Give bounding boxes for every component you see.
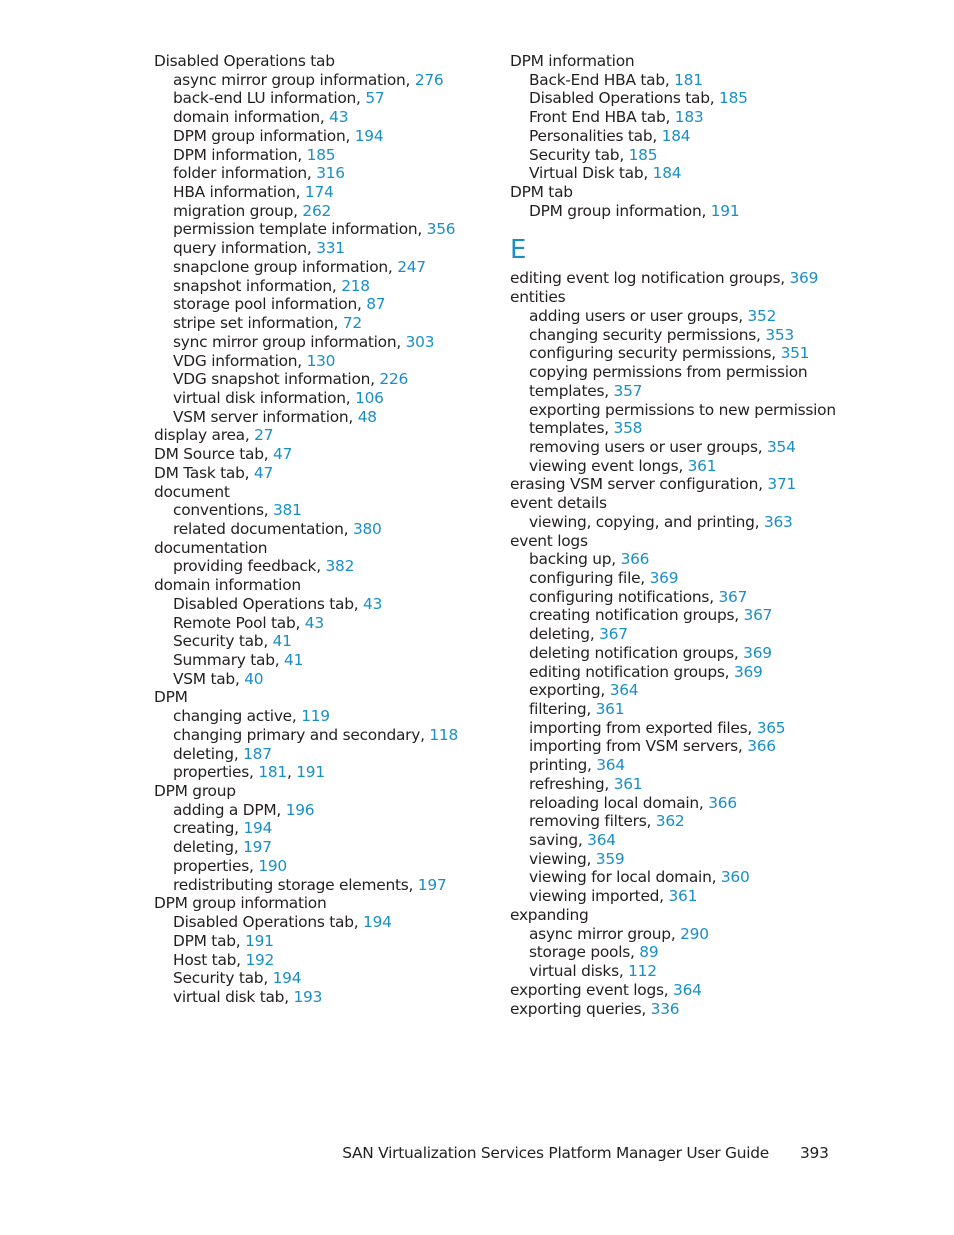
index-term: domain information [154,576,301,595]
index-subentry [510,756,840,775]
page-reference-link[interactable]: 276 [414,70,444,89]
index-subentry [154,389,484,408]
page-reference-link[interactable]: 351 [780,344,810,363]
page-reference-link[interactable]: 361 [613,774,643,793]
index-term: DM Source tab, [154,445,274,464]
index-term: storage pool information, [173,295,367,314]
index-subentry [154,127,484,146]
page-reference-link[interactable]: 106 [355,388,384,407]
page-reference-link[interactable]: 194 [363,913,392,932]
index-subentry [154,876,484,895]
index-subentry [510,146,840,165]
index-term: entities [510,288,566,307]
index-subentry [154,557,484,576]
index-term: DPM [154,688,188,707]
page-reference-link[interactable]: 316 [316,164,345,183]
index-term: Disabled Operations tab [154,52,335,70]
index-subentry [510,401,840,420]
index-subentry [154,632,484,651]
page-reference-link[interactable]: 196 [285,800,315,819]
index-subentry [510,457,840,476]
page-reference-link[interactable]: 262 [302,201,332,220]
index-term: DPM tab [510,183,573,202]
index-term: Personalities tab, [529,126,662,145]
index-term: reloading local domain, [529,793,709,812]
index-subentry [510,344,840,363]
index-subentry [154,239,484,258]
index-subentry [510,868,840,887]
index-term: Summary tab, [173,651,285,669]
index-subentry [510,943,840,962]
page-reference-link[interactable]: 40 [244,669,264,688]
index-subentry [510,681,840,700]
index-term: configuring security permissions, [529,344,781,363]
index-term: snapclone group information, [173,257,398,276]
index-term: importing from exported files, [529,718,757,737]
page-reference-link[interactable]: 369 [733,662,763,681]
index-subentry [154,352,484,371]
index-term: virtual disk information, [173,388,356,407]
page-reference-link[interactable]: 366 [747,737,776,756]
page-reference-link[interactable]: 371 [767,475,797,494]
index-subentry [510,326,840,345]
index-term: saving, [529,831,588,850]
index-subentry [510,307,840,326]
index-term: viewing for local domain, [529,868,721,887]
index-term: viewing, copying, and printing, [529,512,764,531]
index-term: event details [510,494,607,513]
index-term: sync mirror group information, [173,332,406,351]
page-reference-link[interactable]: 366 [620,550,650,569]
index-entry [510,475,840,494]
index-subentry [510,625,840,644]
index-entry [154,576,484,595]
index-subentry [510,831,840,850]
page-reference-link[interactable]: 184 [661,126,691,145]
page-reference-link[interactable]: 369 [789,269,819,288]
page-reference-link[interactable]: 174 [304,183,334,202]
page-reference-link[interactable]: 57 [365,89,385,108]
index-term: editing notification groups, [529,662,734,681]
index-entry [510,906,840,925]
index-term: Disabled Operations tab, [173,913,364,932]
page-reference-link[interactable]: 381 [273,501,302,520]
index-subentry [510,644,840,663]
index-term: deleting, [173,744,244,763]
index-term: DM Task tab, [154,463,254,482]
index-column-right [510,52,840,1018]
page-footer [0,1142,954,1164]
page-reference-link[interactable]: 363 [763,512,793,531]
index-term: changing active, [173,707,302,726]
page-reference-link[interactable]: 364 [596,756,625,775]
index-subentry [154,501,484,520]
section-letter-heading: E [510,235,527,266]
page-reference-link[interactable]: 352 [747,306,777,325]
index-subentry [510,775,840,794]
index-subentry [154,614,484,633]
page-reference-link[interactable]: 43 [304,613,324,632]
page-reference-link[interactable]: 181 [258,763,287,782]
index-term: Security tab, [173,632,273,651]
index-term: migration group, [173,201,303,220]
index-subentry [154,333,484,352]
index-subentry [154,595,484,614]
page-reference-link[interactable]: 87 [366,295,386,314]
page-reference-link[interactable]: 382 [325,557,355,576]
index-group-e [510,269,840,1018]
page-reference-link[interactable]: 41 [272,632,292,651]
index-subentry [154,89,484,108]
index-subentry [510,419,840,438]
index-term: DPM group information, [173,126,355,145]
index-term: DPM group information, [529,201,711,220]
index-subentry [154,202,484,221]
index-subentry [510,962,840,981]
index-subentry [154,969,484,988]
index-term: copying permissions from permission [529,363,808,382]
index-term: templates, [529,419,614,438]
index-term: Disabled Operations tab, [529,89,720,108]
index-subentry [510,794,840,813]
index-subentry [154,258,484,277]
index-entry [510,288,840,307]
index-term: properties, [173,763,259,782]
index-subentry [510,887,840,906]
index-subentry [510,513,840,532]
page-reference-link[interactable]: 194 [354,126,384,145]
index-term: exporting queries, [510,999,651,1018]
page-reference-link[interactable]: 359 [595,849,625,868]
index-subentry [154,932,484,951]
index-entry [154,688,484,707]
index-term: DPM group [154,782,236,801]
index-term: Security tab, [529,145,629,164]
index-term: folder information, [173,164,317,183]
index-term: DPM group information [154,894,327,913]
page-reference-link[interactable]: 367 [718,587,748,606]
page-reference-link[interactable]: 47 [253,463,273,482]
page-reference-link[interactable]: 190 [258,856,287,875]
index-term: editing event log notification groups, [510,269,790,288]
index-term: query information, [173,239,317,258]
index-subentry [510,127,840,146]
index-subentry [510,569,840,588]
index-term: changing security permissions, [529,325,766,344]
index-term: exporting, [529,681,610,700]
index-subentry [510,438,840,457]
index-column-left [154,52,484,1007]
index-subentry [154,108,484,127]
index-entry [510,532,840,551]
index-term: Virtual Disk tab, [529,164,653,183]
page-reference-link[interactable]: 365 [756,718,786,737]
index-entry [510,981,840,1000]
index-entry [154,426,484,445]
index-entry [510,52,840,71]
index-entry [154,539,484,558]
index-subentry [154,183,484,202]
page-reference-link[interactable]: 118 [429,725,459,744]
index-entry [510,183,840,202]
index-term: virtual disks, [529,962,629,981]
index-entry [154,52,484,71]
page-reference-link[interactable]: 380 [352,519,382,538]
index-subentry [154,988,484,1007]
index-subentry [154,670,484,689]
index-subentry [154,408,484,427]
index-term: templates, [529,381,614,400]
index-term: erasing VSM server configuration, [510,475,768,494]
index-subentry [510,382,840,401]
index-term: storage pools, [529,943,640,962]
index-term: properties, [173,856,259,875]
page-reference-link[interactable]: 367 [599,625,628,644]
page-reference-link[interactable]: 361 [668,887,698,906]
page-reference-link[interactable]: 353 [765,325,794,344]
index-term: display area, [154,426,255,445]
page-reference-link[interactable]: 72 [342,314,362,333]
index-term: DPM tab, [173,931,246,950]
index-term: Remote Pool tab, [173,613,305,632]
page-reference-link[interactable]: 185 [306,145,336,164]
page-reference-link[interactable]: 303 [405,332,435,351]
index-subentry [510,737,840,756]
index-term: exporting event logs, [510,980,674,999]
page-reference-link[interactable]: 183 [674,108,704,127]
index-term: related documentation, [173,519,353,538]
index-subentry [510,588,840,607]
page-reference-link[interactable]: 357 [613,381,643,400]
index-term: HBA information, [173,183,305,202]
index-subentry [154,164,484,183]
page-reference-link[interactable]: 366 [708,793,737,812]
page-reference-link[interactable]: 367 [743,606,773,625]
index-subentry [510,812,840,831]
page-reference-link[interactable]: 184 [652,164,682,183]
page-reference-link[interactable]: 192 [245,950,275,969]
page-reference-link[interactable]: 119 [301,707,330,726]
index-subentry [154,295,484,314]
page-reference-link[interactable]: 130 [306,351,336,370]
index-subentry [510,164,840,183]
page-reference-link[interactable]: 369 [649,568,679,587]
page-reference-link[interactable]: 364 [587,831,616,850]
index-term: deleting, [529,625,600,644]
page-reference-link[interactable]: 185 [719,89,748,108]
index-subentry [154,71,484,90]
index-term: Front End HBA tab, [529,108,675,127]
index-term: redistributing storage elements, [173,875,418,894]
page-reference-link[interactable]: 336 [650,999,680,1018]
index-entry [154,483,484,502]
index-subentry [510,719,840,738]
index-term: creating, [173,819,244,838]
index-subentry [510,89,840,108]
page-reference-link[interactable]: 48 [357,407,377,426]
index-term: configuring file, [529,568,650,587]
index-term: virtual disk tab, [173,987,294,1006]
index-term: Host tab, [173,950,246,969]
index-term: changing primary and secondary, [173,725,430,744]
index-term: async mirror group, [529,924,681,943]
page-reference-link[interactable]: 185 [628,145,658,164]
index-subentry [510,202,840,221]
index-term: viewing event longs, [529,456,688,475]
index-term: document [154,482,230,501]
index-term: refreshing, [529,774,614,793]
index-subentry [510,663,840,682]
page-reference-link[interactable]: 194 [272,969,302,988]
index-entry [510,494,840,513]
index-subentry [154,801,484,820]
index-term: async mirror group information, [173,70,415,89]
page-reference-link[interactable]: 191 [710,201,740,220]
index-subentry [154,314,484,333]
index-entry [154,445,484,464]
index-term: Disabled Operations tab, [173,594,364,613]
index-subentry [154,277,484,296]
page-reference-link[interactable]: 358 [613,419,643,438]
page-reference-link[interactable]: 191 [245,931,274,950]
index-subentry [154,745,484,764]
index-entry [510,269,840,288]
page-reference-link[interactable]: 290 [680,924,709,943]
page-reference-link[interactable]: 187 [243,744,272,763]
index-subentry [154,520,484,539]
page-reference-link[interactable]: 181 [674,70,703,89]
index-term: exporting permissions to new permission [529,400,836,419]
index-entry [510,1000,840,1019]
index-term: configuring notifications, [529,587,719,606]
index-subentry [510,550,840,569]
page-reference-link[interactable]: 364 [609,681,639,700]
index-term: importing from VSM servers, [529,737,748,756]
page-reference-link[interactable]: 226 [379,370,409,389]
index-term: backing up, [529,550,621,569]
index-term: Back-End HBA tab, [529,70,675,89]
index-subentry [154,763,484,782]
index-term: deleting, [173,838,244,857]
index-term: VSM server information, [173,407,358,426]
index-term: printing, [529,756,597,775]
page-reference-link[interactable]: 89 [639,943,659,962]
footer-page-number: 393 [800,1144,829,1162]
index-subentry [510,71,840,90]
index-subentry [510,925,840,944]
index-subentry [154,857,484,876]
index-subentry [510,850,840,869]
index-group-d-continued [510,52,840,220]
page-separator: , [286,763,297,782]
page-reference-link[interactable]: 41 [284,651,304,669]
index-term: back-end LU information, [173,89,366,108]
index-term: permission template information, [173,220,427,239]
index-term: conventions, [173,501,273,520]
index-term: deleting notification groups, [529,643,744,662]
index-term: removing filters, [529,812,656,831]
index-subentry [510,363,840,382]
page-reference-link[interactable]: 356 [426,220,456,239]
index-subentry [154,651,484,670]
index-term: DPM information [510,52,635,70]
page-reference-link[interactable]: 43 [329,108,349,127]
index-subentry [154,838,484,857]
index-subentry [154,726,484,745]
index-term: VSM tab, [173,669,245,688]
index-entry [154,464,484,483]
index-subentry [510,108,840,127]
index-term: VDG snapshot information, [173,370,380,389]
index-entry [154,782,484,801]
index-subentry [154,146,484,165]
page-reference-link[interactable]: 364 [673,980,702,999]
page-reference-link[interactable]: 197 [417,875,447,894]
index-term: stripe set information, [173,314,343,333]
index-term: adding users or user groups, [529,306,748,325]
page-reference-link[interactable]: 218 [341,276,370,295]
index-term: DPM information, [173,145,307,164]
index-subentry [154,707,484,726]
page-reference-link[interactable]: 47 [273,445,293,464]
index-term: snapshot information, [173,276,342,295]
index-term: viewing, [529,849,596,868]
page-reference-link[interactable]: 369 [743,643,772,662]
index-subentry [510,606,840,625]
page-reference-link[interactable]: 43 [363,594,383,613]
index-term: removing users or user groups, [529,437,767,456]
page-reference-link[interactable]: 362 [655,812,685,831]
index-subentry [154,951,484,970]
page-reference-link[interactable]: 193 [293,987,323,1006]
page-reference-link[interactable]: 360 [720,868,750,887]
page-reference-link[interactable]: 361 [687,456,717,475]
index-term: adding a DPM, [173,800,286,819]
index-term: filtering, [529,700,596,718]
index-subentry [510,700,840,719]
index-term: event logs [510,531,588,550]
index-entry [154,894,484,913]
index-term: Security tab, [173,969,273,988]
footer-document-title: SAN Virtualization Services Platform Manager User Guide [342,1144,769,1162]
page-reference-link[interactable]: 354 [767,437,796,456]
index-term: providing feedback, [173,557,326,576]
index-subentry [154,220,484,239]
index-term: documentation [154,538,268,557]
page-reference-link[interactable]: 194 [243,819,273,838]
index-term: creating notification groups, [529,606,744,625]
index-subentry [154,819,484,838]
page-reference-link[interactable]: 361 [595,700,625,718]
page-reference-link[interactable]: 197 [243,838,272,857]
page-reference-link[interactable]: 112 [628,962,657,981]
index-term: domain information, [173,108,330,127]
page-reference-link[interactable]: 191 [296,763,325,782]
index-term: viewing imported, [529,887,669,906]
index-subentry [154,370,484,389]
page-reference-link[interactable]: 247 [397,257,426,276]
index-subentry [154,913,484,932]
page-reference-link[interactable]: 27 [254,426,274,445]
index-term: VDG information, [173,351,307,370]
index-term: expanding [510,905,589,924]
page-reference-link[interactable]: 331 [316,239,345,258]
